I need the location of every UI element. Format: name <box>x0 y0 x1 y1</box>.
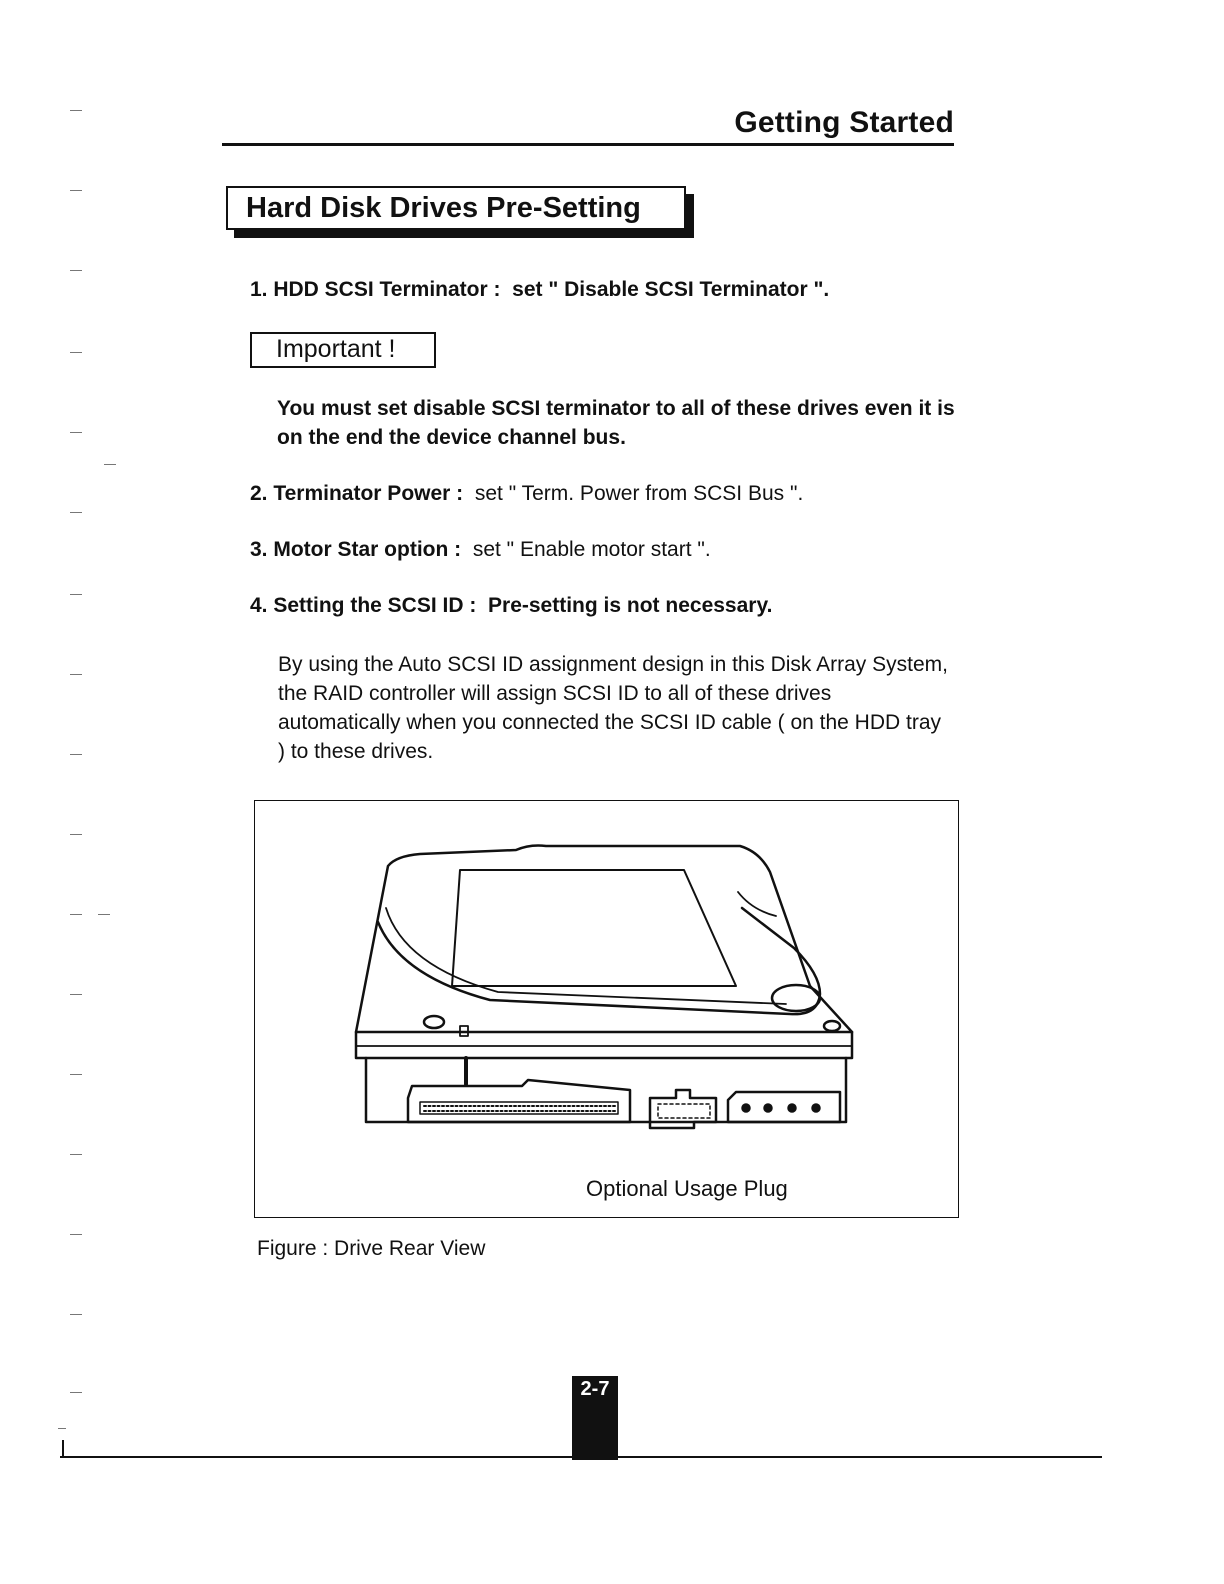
margin-mark <box>58 1428 66 1429</box>
platter-outline <box>378 908 820 1014</box>
margin-mark <box>70 594 82 595</box>
important-note: You must set disable SCSI terminator to all of these drives even it is on the end the device channel bus. <box>277 397 955 449</box>
margin-mark <box>70 190 82 191</box>
margin-mark <box>70 674 82 675</box>
platter-curve <box>738 892 776 916</box>
header-rule <box>222 143 954 146</box>
spindle-bearing <box>772 985 820 1011</box>
power-pin <box>813 1105 820 1112</box>
power-pin <box>765 1105 772 1112</box>
margin-mark <box>70 432 82 433</box>
item-label: 1. HDD SCSI Terminator : <box>250 278 501 301</box>
item-label: 2. Terminator Power : <box>250 482 464 505</box>
margin-mark <box>70 994 82 995</box>
item-value: set " Disable SCSI Terminator ". <box>512 278 830 301</box>
margin-mark <box>70 914 82 915</box>
margin-mark <box>98 914 110 915</box>
margin-mark <box>70 834 82 835</box>
platter-inner-outline <box>386 908 786 1004</box>
list-item <box>250 538 711 562</box>
item-label: 4. Setting the SCSI ID : <box>250 594 477 617</box>
plug-label: Optional Usage Plug <box>586 1176 788 1201</box>
margin-mark <box>70 1234 82 1235</box>
list-item <box>250 594 772 618</box>
drive-side <box>356 1032 852 1058</box>
margin-mark <box>104 464 116 465</box>
screw-icon <box>824 1021 840 1031</box>
plug-pins <box>658 1104 710 1118</box>
list-item <box>250 482 803 506</box>
scsi-connector <box>408 1080 630 1122</box>
important-label: Important ! <box>276 335 396 363</box>
footer-rule <box>60 1456 1102 1458</box>
margin-mark <box>70 352 82 353</box>
drive-label-area <box>452 870 736 986</box>
margin-mark <box>70 1392 82 1393</box>
figure-caption: Figure : Drive Rear View <box>257 1237 486 1260</box>
item-label: 3. Motor Star option : <box>250 538 462 561</box>
list-item <box>250 278 829 302</box>
page-number: 2-7 <box>580 1378 610 1400</box>
item-value: set " Term. Power from SCSI Bus ". <box>474 482 804 505</box>
scsi-pins <box>424 1106 616 1111</box>
margin-mark <box>70 270 82 271</box>
hard-drive-illustration <box>340 836 870 1146</box>
margin-mark <box>70 1154 82 1155</box>
drive-rear-face <box>366 1058 846 1122</box>
section-heading: Hard Disk Drives Pre-Setting <box>246 192 641 224</box>
power-pin <box>743 1105 750 1112</box>
screw-icon <box>424 1016 444 1028</box>
margin-mark <box>70 1314 82 1315</box>
margin-mark <box>70 754 82 755</box>
item-value: Pre-setting is not necessary. <box>488 594 773 617</box>
scsi-pin-row <box>420 1102 618 1114</box>
running-header: Getting Started <box>734 106 954 139</box>
power-pin <box>789 1105 796 1112</box>
item-value: set " Enable motor start ". <box>472 538 711 561</box>
margin-mark <box>70 512 82 513</box>
margin-mark <box>70 110 82 111</box>
auto-scsi-id-paragraph: By using the Auto SCSI ID assignment design in this Disk Array System, the RAID controller will assign SCSI ID to all of these drives automatically when you connected the SCSI ID cable ( on the HDD tray ) to these drives. <box>278 653 948 763</box>
margin-mark <box>70 1074 82 1075</box>
